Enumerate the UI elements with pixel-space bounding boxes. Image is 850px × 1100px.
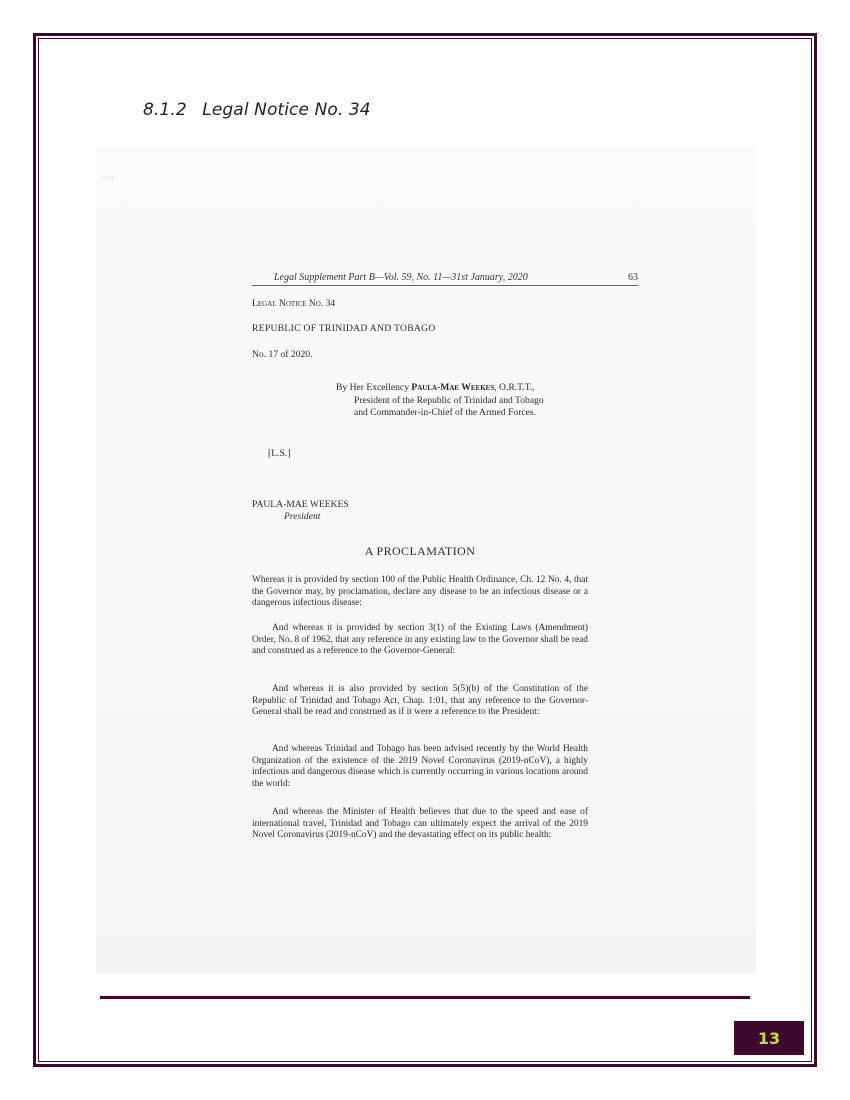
paragraph-text: And whereas it is also provided by section 5(5)(b) of the Constitution of the Republic of Trinidad and Tobago Act, Chap. 1:01, that any reference to the Governor-General shall be read and construed as if it were a reference to the President: xyxy=(252,684,588,718)
president-role: President xyxy=(284,511,321,522)
paragraph-text: And whereas it is provided by section 3(1) of the Existing Laws (Amendment) Order, No. 8 of 1962, that any reference in any existing law to the Governor shall be read and construed as a reference to the Governor-General: xyxy=(252,623,588,657)
section-title: Legal Notice No. 34 xyxy=(202,100,371,120)
running-head xyxy=(252,270,638,286)
section-heading xyxy=(143,100,371,120)
whereas-paragraph-1 xyxy=(252,575,588,610)
seal-mark: [L.S.] xyxy=(268,448,291,459)
legal-notice-label: Legal Notice No. 34 xyxy=(252,298,336,309)
whereas-paragraph-3 xyxy=(252,684,588,719)
running-head-title: Legal Supplement Part B—Vol. 59, No. 11—31st January, 2020 xyxy=(274,272,528,283)
footer-rule xyxy=(100,996,750,999)
page-number-badge: 13 xyxy=(734,1021,804,1055)
president-name: PAULA-MAE WEEKES xyxy=(252,499,349,510)
paragraph-text: And whereas Trinidad and Tobago has been advised recently by the World Health Organization of the existence of the 2019 Novel Coronavirus (2019-nCoV), a highly infectious and dangerous disease which is currently occurring in various locations around the world: xyxy=(252,744,588,789)
proclaimer-line-2: President of the Republic of Trinidad and Tobago xyxy=(354,394,544,406)
whereas-paragraph-5 xyxy=(252,807,588,842)
proclaimer-suffix: , O.R.T.T., xyxy=(494,382,535,393)
proclamation-title: A PROCLAMATION xyxy=(364,544,476,558)
section-number: 8.1.2 xyxy=(143,100,187,120)
scan-artifact: ··· ·: xyxy=(102,175,114,182)
paragraph-text: And whereas the Minister of Health believes that due to the speed and ease of international travel, Trinidad and Tobago can ultimately expect the arrival of the 2019 Novel Coronavirus (2019-nCoV) and the devastating effect on its public health: xyxy=(252,807,588,841)
whereas-paragraph-4 xyxy=(252,744,588,790)
republic-heading: REPUBLIC OF TRINIDAD AND TOBAGO xyxy=(252,323,436,334)
proclaimer-name: Paula-Mae Weekes xyxy=(411,382,495,393)
proclaimer-prefix: By Her Excellency xyxy=(336,382,412,393)
paragraph-text: Whereas it is provided by section 100 of the Public Health Ordinance, Ch. 12 No. 4, that the Governor may, by proclamation, declare any disease to be an infectious disease or a dangerous infectious disease: xyxy=(252,575,588,609)
proclaimer-block xyxy=(336,382,636,420)
gazette-page-number: 63 xyxy=(628,272,638,283)
legal-notice-document xyxy=(252,270,638,841)
proclamation-number: No. 17 of 2020. xyxy=(252,349,313,360)
proclaimer-line-3: and Commander-in-Chief of the Armed Forces. xyxy=(354,407,537,418)
whereas-paragraph-2 xyxy=(252,623,588,658)
